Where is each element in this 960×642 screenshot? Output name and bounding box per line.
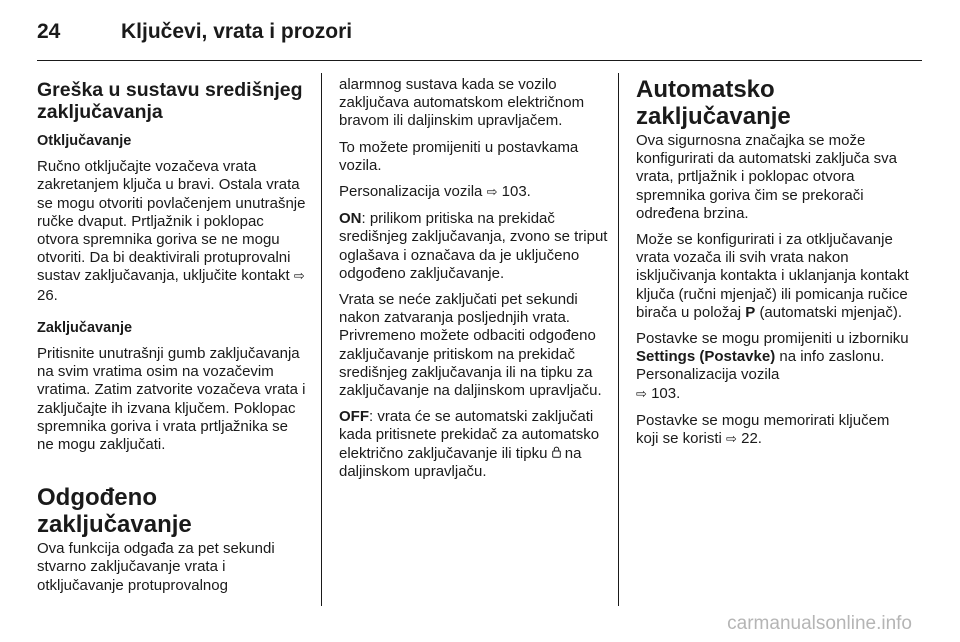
- page-ref-arrow-icon: ⇨: [293, 269, 305, 285]
- section-heading-auto: Automatsko zaključavanje: [636, 76, 791, 130]
- paragraph-gear: Može se konfigurirati i za otključavanje vrata vozača ili svih vrata nakon isključivanja kontakta i uklanjanja kontakt ključa (ručni mjenjač) ili pomicanja ručice birača u položaj P (automatski mjenjač).: [636, 231, 909, 321]
- paragraph: To možete promijeniti u postavkama vozila.: [339, 138, 579, 174]
- column-divider: [618, 73, 619, 606]
- page-ref-arrow-icon: ⇨: [726, 432, 737, 448]
- paragraph-memory: Postavke se mogu memorirati ključem koji se koristi ⇨ 22.: [636, 411, 890, 448]
- page-ref-arrow-icon: ⇨: [636, 386, 647, 402]
- page-ref-arrow-icon: ⇨: [486, 185, 498, 201]
- paragraph-ref: Personalizacija vozila ⇨ 103.: [339, 183, 531, 201]
- column-2: [339, 76, 609, 489]
- subheading-lock: Zaključavanje: [37, 319, 133, 336]
- paragraph-unlock: Ručno otključajte vozačeva vrata zakretanjem ključa u bravi. Ostala vrata se mogu otvoriti povlačenjem unutrašnje ručke dvaput. Prtljažnik i poklopac otvora spremnika goriva se ne mogu otvoriti. Da bi deaktivirali protuprovalni sustav zaključavanja, uključite kontakt ⇨ 26.: [37, 158, 306, 304]
- paragraph-lock: Pritisnite unutrašnji gumb zaključavanja na svim vratima osim na vozačevim vratima. Zatim zatvorite vozačeva vrata i zaključajte ih izvana ključem. Poklopac spremnika goriva i vrata prtljažnika se ne mogu zaključati.: [37, 345, 306, 454]
- header-divider: [37, 60, 922, 61]
- page-header: [37, 14, 922, 62]
- paragraph-on: ON: prilikom pritiska na prekidač središnjeg zaključavanja, zvono se triput oglašava i označava da je uključeno odgođeno zaključavanje.: [339, 210, 608, 282]
- paragraph: Vrata se neće zaključati pet sekundi nakon zatvaranja posljednjih vrata. Privremeno možete odbaciti odgođeno zaključavanje pritiskom na prekidač središnjeg zaključavanja ili na tipku za zaključavanje na daljinskom upravljaču.: [339, 291, 602, 400]
- lock-button-icon: [552, 445, 561, 462]
- on-label: ON: [339, 210, 362, 228]
- column-3: [636, 76, 911, 457]
- watermark: carmanualsonline.info: [727, 613, 912, 634]
- section-heading-delayed: Odgođeno zaključavanje: [37, 484, 192, 539]
- chapter-title: Ključevi, vrata i prozori: [121, 20, 353, 43]
- paragraph-settings: Postavke se mogu promijeniti u izborniku Settings (Postavke) na info zaslonu. Personalizacija vozila ⇨ 103.: [636, 330, 909, 402]
- subheading-unlock: Otključavanje: [37, 133, 132, 149]
- paragraph-delayed: Ova funkcija odgađa za pet sekundi stvarno zaključavanje vrata i otključavanje protuprovalnog: [37, 540, 275, 594]
- column-divider: [321, 73, 322, 606]
- section-heading: Greška u sustavu središnjeg zaključavanja: [37, 79, 303, 123]
- paragraph-off: OFF: vrata će se automatski zaključati kada pritisnete prekidač za automatsko električno zaključavanje ili tipku na daljinskom upravljaču.: [339, 408, 600, 480]
- paragraph: Ova sigurnosna značajka se može konfigurirati da automatski zaključa sva vrata, prtljažnik i poklopac otvora spremnika goriva čim se prekorači određena brzina.: [636, 132, 897, 222]
- page-number: 24: [37, 20, 61, 43]
- column-1: [37, 76, 307, 603]
- paragraph: alarmnog sustava kada se vozilo zaključava automatskom električnom bravom ili daljinskim upravljačem.: [339, 76, 585, 130]
- off-label: OFF: [339, 408, 369, 426]
